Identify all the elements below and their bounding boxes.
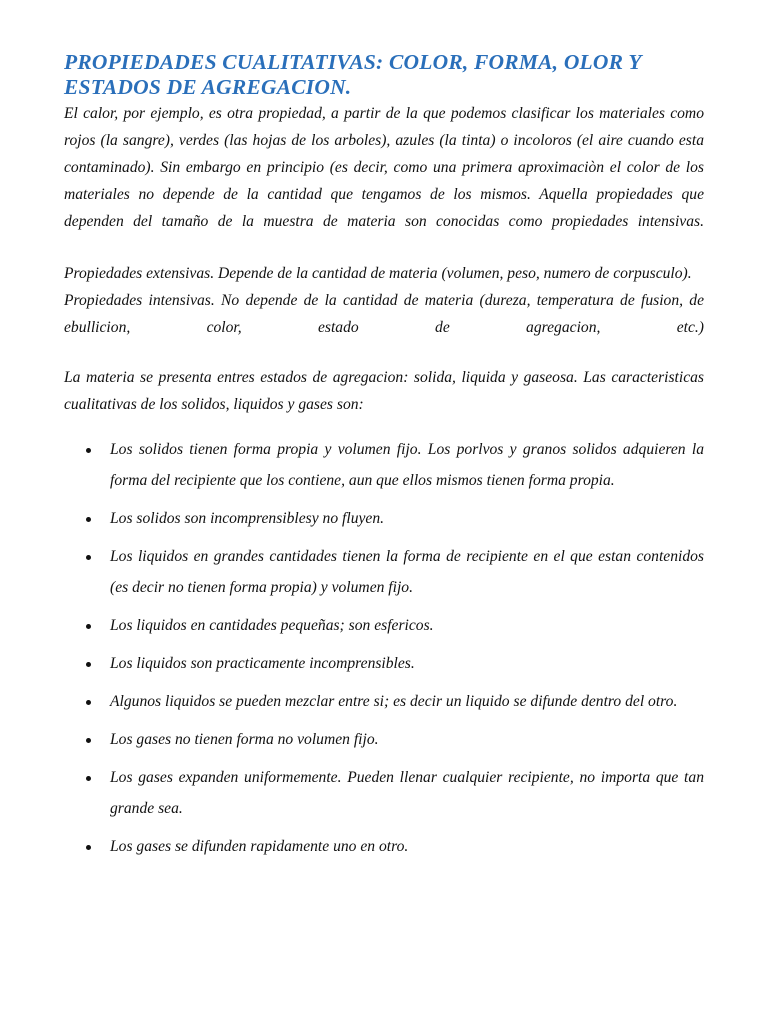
bullet-icon [86, 845, 91, 850]
bullet-icon [86, 448, 91, 453]
list-item [64, 541, 704, 603]
list-item [64, 686, 704, 717]
states-bullet-list [64, 434, 704, 862]
list-item-text: Los liquidos son practicamente incomprensibles. [110, 655, 415, 672]
bullet-icon [86, 555, 91, 560]
intro-paragraph: El calor, por ejemplo, es otra propiedad, a partir de la que podemos clasificar los materiales como rojos (la sangre), verdes (las hojas de los arboles), azules (la tinta) o incoloros (el aire cuando esta contaminado). Sin embargo en principio (es decir, como una primera aproximaciòn el color de los materiales no depende de la cantidad que tengamos de los mismos. Aquella propiedades que dependen del tamaño de la muestra de materia son conocidas como propiedades intensivas. [64, 105, 704, 230]
bullet-icon [86, 738, 91, 743]
bullet-icon [86, 517, 91, 522]
list-item [64, 503, 704, 534]
paragraph-spacer [64, 235, 704, 260]
list-item-text: Los solidos tienen forma propia y volumen fijo. Los porlvos y granos solidos adquieren la forma del recipiente que los contiene, aun que ellos mismos tienen forma propia. [110, 441, 704, 489]
list-item-text: Algunos liquidos se pueden mezclar entre si; es decir un liquido se difunde dentro del otro. [110, 693, 678, 710]
list-item-text: Los gases expanden uniformemente. Pueden llenar cualquier recipiente, no importa que tan grande sea. [110, 769, 704, 817]
list-item [64, 762, 704, 824]
paragraph-spacer [64, 341, 704, 364]
bullet-icon [86, 700, 91, 705]
bullet-icon [86, 624, 91, 629]
extensive-properties-paragraph: Propiedades extensivas. Depende de la cantidad de materia (volumen, peso, numero de corpusculo). [64, 265, 692, 282]
list-item-text: Los gases no tienen forma no volumen fijo. [110, 731, 379, 748]
list-item [64, 610, 704, 641]
intensive-properties-paragraph: Propiedades intensivas. No depende de la cantidad de materia (dureza, temperatura de fusion, de ebullicion, color, estado de agregacion, etc.) [64, 292, 704, 336]
list-item [64, 831, 704, 862]
document-title: PROPIEDADES CUALITATIVAS: COLOR, FORMA, OLOR Y ESTADOS DE AGREGACION. [64, 50, 641, 99]
list-item-text: Los liquidos en cantidades pequeñas; son esfericos. [110, 617, 434, 634]
states-paragraph: La materia se presenta entres estados de agregacion: solida, liquida y gaseosa. Las caracteristicas cualitativas de los solidos, liquidos y gases son: [64, 369, 704, 413]
list-item [64, 724, 704, 755]
list-item [64, 648, 704, 679]
list-item-text: Los gases se difunden rapidamente uno en otro. [110, 838, 409, 855]
list-item [64, 434, 704, 496]
list-item-text: Los liquidos en grandes cantidades tienen la forma de recipiente en el que estan contenidos (es decir no tienen forma propia) y volumen fijo. [110, 548, 704, 596]
bullet-icon [86, 776, 91, 781]
bullet-icon [86, 662, 91, 667]
list-item-text: Los solidos son incomprensiblesy no fluyen. [110, 510, 385, 527]
document-page [64, 50, 704, 869]
